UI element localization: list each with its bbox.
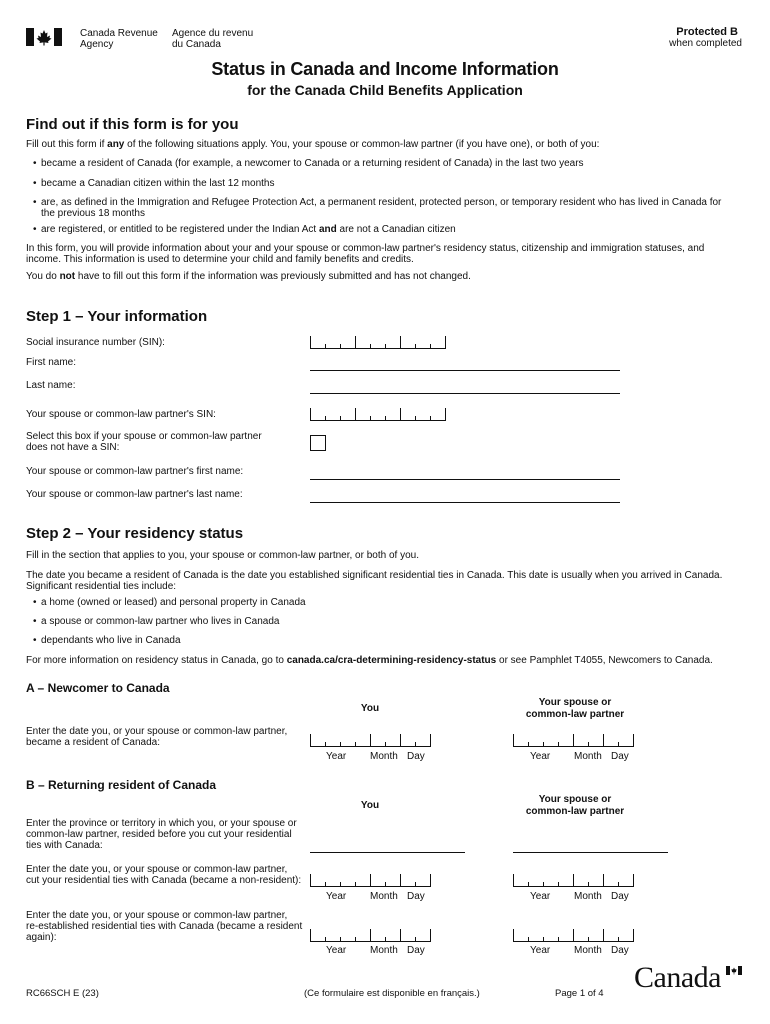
section-b-province-label [26,818,297,851]
section-a-date-label-line1: Enter the date you, or your spouse or common-law partner, [26,726,288,737]
step2-date-para-line2: Significant residential ties include: [26,581,177,592]
intro-para-1 [26,243,704,265]
canada-wordmark [634,963,721,993]
section-b-you-reestablish-date-input[interactable] [310,929,431,942]
step2-fill-section: Fill in the section that applies to you, your spouse or common-law partner, or both of you. [26,550,419,561]
section-a-spouse-line1: Your spouse or [538,697,612,708]
intro-lead-post: of the following situations apply. You, your spouse or common-law partner (if you have one), or both of you: [124,139,600,150]
section-b-you-province-input[interactable] [310,852,465,853]
page-number: Page 1 of 4 [555,988,604,999]
date-month-label: Month [370,891,398,902]
sin-label: Social insurance number (SIN): [26,337,165,348]
intro-para-1-line1: In this form, you will provide information about your and your spouse or common-law partner's residency status, citizenship and immigration statuses, and [26,243,705,254]
tie-bullet-2: • a spouse or common-law partner who lives in Canada [41,616,279,627]
section-b-you-header: You [360,800,380,811]
date-day-label: Day [611,751,629,762]
agency-name-en [80,28,158,50]
date-day-label: Day [611,891,629,902]
agency-fr-line1: Agence du revenu [172,28,254,39]
section-b-cut-label [26,864,301,886]
intro-bullet-3 [41,197,721,219]
spouse-first-name-label: Your spouse or common-law partner's first name: [26,466,244,477]
intro-bullet-4 [41,224,456,235]
date-year-label: Year [326,891,347,902]
section-a-you-header: You [360,703,380,714]
more-info-pre: For more information on residency status in Canada, go to [26,655,287,666]
section-b-reestablish-label [26,910,302,943]
section-b-reestablish-label-line3: again): [26,932,57,943]
canada-wordmark-text: Canada [634,961,721,994]
spouse-first-name-input[interactable] [310,479,620,480]
section-a-you-date-input[interactable] [310,734,431,747]
section-b-spouse-cut-date-input[interactable] [513,874,634,887]
intro-lead-pre: Fill out this form if [26,139,108,150]
section-b-province-label-line1: Enter the province or territory in which you, or your spouse or [26,818,297,829]
intro-bullet-4-bold: and [318,224,337,235]
intro-lead [26,139,599,150]
last-name-input[interactable] [310,393,620,394]
wordmark-flag-icon [726,966,742,975]
agency-en-line1: Canada Revenue [80,28,158,39]
intro-bullet-1: • became a resident of Canada (for example, a newcomer to Canada or a returning resident of Canada) in the last two years [41,158,584,169]
intro-bullet-4-pre: are registered, or entitled to be registered under the Indian Act [41,224,319,235]
date-month-label: Month [574,891,602,902]
section-b-you-cut-date-input[interactable] [310,874,431,887]
date-year-label: Year [326,945,347,956]
intro-para-2-bold: not [59,271,76,282]
step2-date-para-line1: The date you became a resident of Canada is the date you established significant residential ties in Canada. This date is usually when you arrived in Canada. [26,570,723,581]
step2-heading: Step 2 – Your residency status [26,525,244,542]
intro-bullet-4-post: are not a Canadian citizen [336,224,456,235]
date-month-label: Month [370,945,398,956]
date-day-label: Day [407,751,425,762]
tie-bullet-3: • dependants who live in Canada [41,635,181,646]
date-day-label: Day [407,891,425,902]
no-sin-label [26,431,262,453]
step2-date-para [26,570,722,592]
agency-fr-line2: du Canada [172,39,221,50]
spouse-sin-label: Your spouse or common-law partner's SIN: [26,409,216,420]
spouse-last-name-label: Your spouse or common-law partner's last name: [26,489,243,500]
protected-label: Protected B [676,26,738,38]
date-month-label: Month [370,751,398,762]
intro-bullet-3-line2: the previous 18 months [41,208,145,219]
intro-heading: Find out if this form is for you [26,116,239,133]
date-year-label: Year [326,751,347,762]
section-b-spouse-line2: common-law partner [525,806,625,817]
section-a-date-label-line2: became a resident of Canada: [26,737,160,748]
section-b-reestablish-label-line2: re-established residential ties with Canada (became a resident [26,921,303,932]
intro-para-1-line2: income. This information is used to determine your child and family benefits and credits. [26,254,414,265]
section-a-heading: A – Newcomer to Canada [26,681,170,695]
agency-name-fr [172,28,253,50]
section-b-spouse-line1: Your spouse or [538,794,612,805]
date-year-label: Year [530,751,551,762]
no-sin-label-line1: Select this box if your spouse or common-law partner [26,431,262,442]
spouse-sin-input[interactable] [310,408,446,421]
intro-para-2 [26,271,471,282]
date-year-label: Year [530,945,551,956]
section-b-spouse-reestablish-date-input[interactable] [513,929,634,942]
first-name-input[interactable] [310,370,620,371]
section-b-heading: B – Returning resident of Canada [26,778,217,792]
section-b-province-label-line3: ties with Canada: [26,840,103,851]
section-a-spouse-date-input[interactable] [513,734,634,747]
first-name-label: First name: [26,357,77,368]
step1-heading: Step 1 – Your information [26,308,208,325]
date-month-label: Month [574,751,602,762]
intro-lead-bold: any [107,139,125,150]
french-availability-note: (Ce formulaire est disponible en français.) [304,988,480,999]
page-subtitle: for the Canada Child Benefits Application [247,82,523,98]
section-b-cut-label-line1: Enter the date you, or your spouse or common-law partner, [26,864,288,875]
section-b-province-label-line2: common-law partner, resided before you cut your residential [26,829,292,840]
section-a-spouse-header [505,697,645,721]
canada-flag-icon [26,28,62,46]
more-info-post: or see Pamphlet T4055, Newcomers to Canada. [496,655,713,666]
intro-para-2-pre: You do [26,271,60,282]
section-b-spouse-header [505,794,645,818]
section-b-spouse-province-input[interactable] [513,852,668,853]
when-completed-label: when completed [669,38,742,49]
more-info [26,655,713,666]
intro-bullet-2: • became a Canadian citizen within the last 12 months [41,178,274,189]
intro-bullet-3-line1: • are, as defined in the Immigration and Refugee Protection Act, a permanent resident, protected person, or temporary resident who has lived in Canada for [41,197,722,208]
no-sin-label-line2: does not have a SIN: [26,442,120,453]
agency-en-line2: Agency [80,39,114,50]
intro-para-2-post: have to fill out this form if the information was previously submitted and has not changed. [75,271,471,282]
last-name-label: Last name: [26,380,76,391]
sin-input[interactable] [310,336,446,349]
section-b-reestablish-label-line1: Enter the date you, or your spouse or common-law partner, [26,910,288,921]
residency-status-link[interactable]: canada.ca/cra-determining-residency-status [286,655,497,666]
page-title: Status in Canada and Income Information [211,59,559,79]
spouse-no-sin-checkbox[interactable] [310,435,326,451]
tie-bullet-1: • a home (owned or leased) and personal property in Canada [41,597,306,608]
date-year-label: Year [530,891,551,902]
section-a-spouse-line2: common-law partner [525,709,625,720]
date-day-label: Day [611,945,629,956]
date-day-label: Day [407,945,425,956]
form-code: RC66SCH E (23) [26,988,99,999]
section-a-date-label [26,726,287,748]
spouse-last-name-input[interactable] [310,502,620,503]
section-b-cut-label-line2: cut your residential ties with Canada (became a non-resident): [26,875,302,886]
date-month-label: Month [574,945,602,956]
